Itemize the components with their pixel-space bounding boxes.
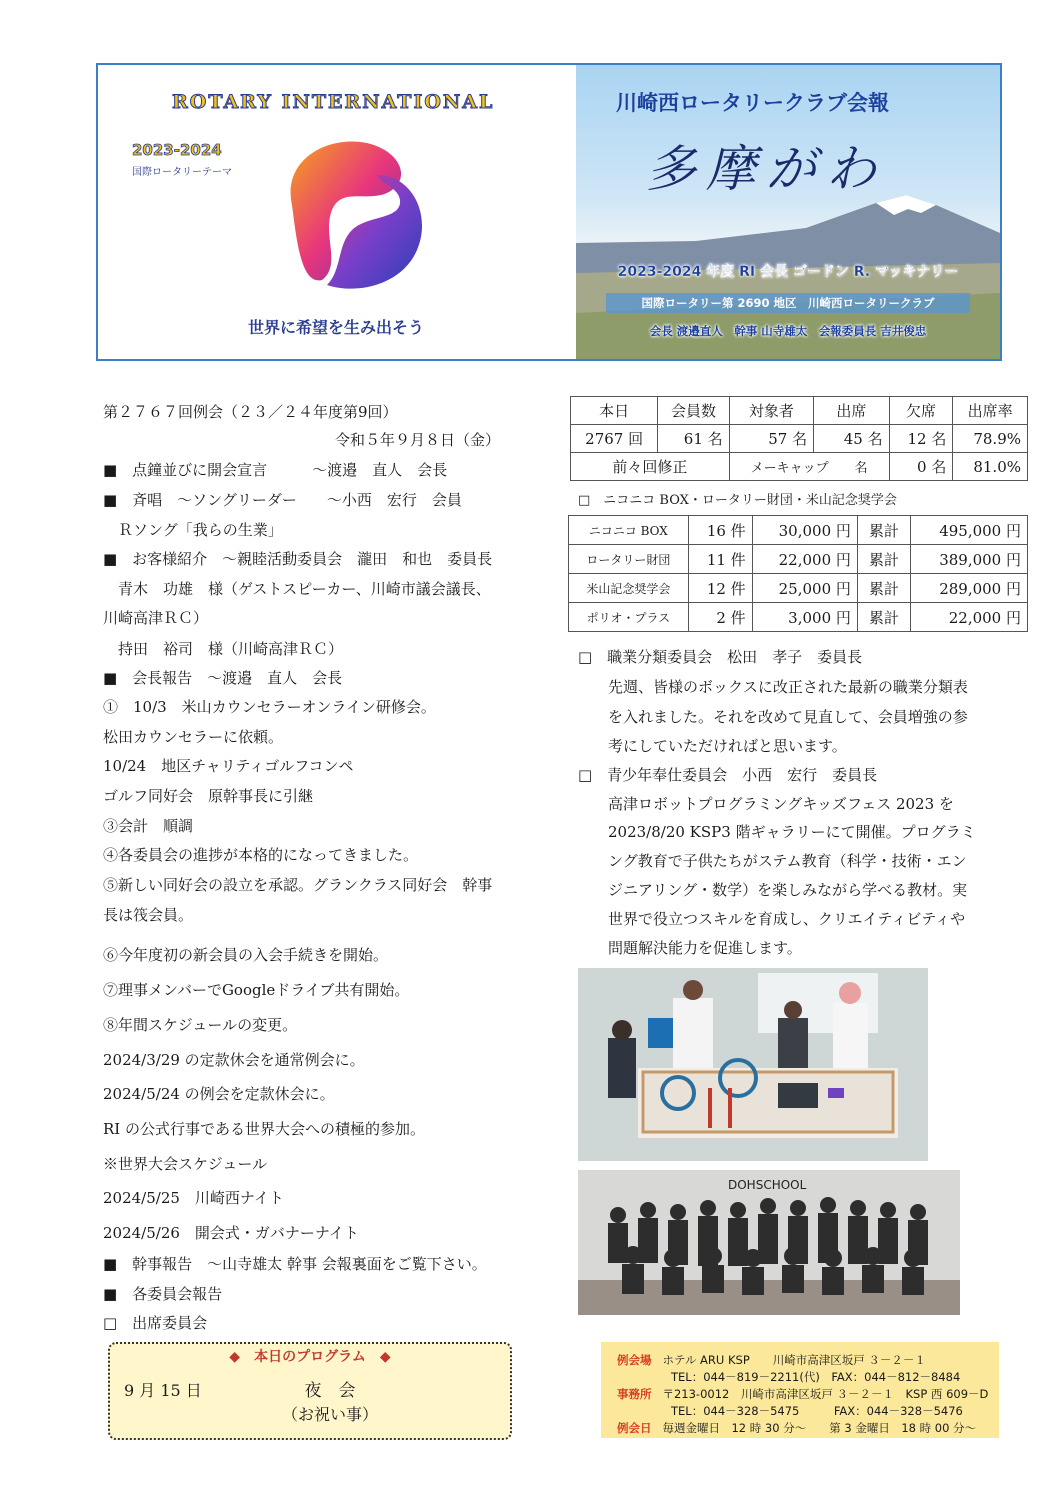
committee-text-line: ジニアリング・数学）を楽しみながら学べる教材。実: [608, 881, 968, 899]
table-cell: 45 名: [814, 425, 890, 453]
ri-year: 2023-2024: [132, 141, 222, 159]
table-cell: ポリオ・プラス: [569, 603, 689, 632]
table-cell: 25,000 円: [752, 574, 857, 603]
venue-label: 例会場: [617, 1353, 652, 1367]
report-line: ■ 会長報告 ～渡邉 直人 会長: [103, 669, 343, 687]
table-cell: 78.9%: [953, 425, 1028, 453]
table-cell: 57 名: [729, 425, 813, 453]
report-line: ④各委員会の進捗が本格的になってきました。: [103, 846, 419, 864]
donations-heading: □ ニコニコ BOX・ロータリー財団・米山記念奨学会: [578, 493, 897, 508]
report-line: 川崎高津ＲＣ）: [103, 609, 209, 627]
table-cell: 495,000 円: [910, 516, 1027, 545]
robot-event-photo: [578, 968, 928, 1161]
committee-heading: □ 青少年奉仕委員会 小西 宏行 委員長: [578, 766, 878, 784]
report-line: 松田カウンセラーに依頼。: [103, 728, 284, 746]
report-line: 2024/3/29 の定款休会を通常例会に。: [103, 1051, 365, 1069]
program-date: 9 月 15 日: [124, 1381, 202, 1400]
table-header: 会員数: [658, 397, 729, 425]
committee-text-line: 高津ロボットプログラミングキッズフェス 2023 を: [608, 795, 954, 813]
table-cell: 米山記念奨学会: [569, 574, 689, 603]
venue-tel: TEL：044－819－2211(代) FAX：044－812－8484: [671, 1370, 961, 1384]
venue-row: [617, 1352, 926, 1368]
committee-text-line: 考にしていただければと思います。: [608, 737, 847, 755]
robot-event-photo-icon: [578, 968, 928, 1161]
report-line: ⑦理事メンバーでGoogleドライブ共有開始。: [103, 981, 410, 999]
table-cell: 前々回修正: [571, 453, 730, 481]
committee-text-line: 世界で役立つスキルを育成し、クリエイティビティや: [608, 910, 966, 928]
report-line: ■ 斉唱 ～ソングリーダー ～小西 宏行 会員: [103, 491, 462, 509]
report-line: 長は筏会員。: [103, 906, 194, 924]
table-row: [569, 603, 1028, 632]
table-cell: 11 件: [688, 545, 752, 574]
club-banner: [576, 65, 1000, 359]
table-cell: 累計: [857, 574, 910, 603]
table-row: [569, 545, 1028, 574]
table-cell: 22,000 円: [910, 603, 1027, 632]
report-line: ⑧年間スケジュールの変更。: [103, 1016, 298, 1034]
ri-president-line: 2023-2024 年度 RI 会長 ゴードン R. マッキナリー: [617, 264, 959, 280]
table-row: [571, 425, 1028, 453]
office-row: [617, 1386, 988, 1402]
table-row: [569, 574, 1028, 603]
report-line: ① 10/3 米山カウンセラーオンライン研修会。: [103, 698, 436, 716]
newsletter-name: 多摩がわ: [646, 140, 886, 198]
meeting-row: [617, 1420, 976, 1436]
attendance-table: [570, 396, 1028, 481]
program-heading: ◆ 本日のプログラム ◆: [229, 1349, 391, 1365]
table-header: 出席: [814, 397, 890, 425]
table-cell: 61 名: [658, 425, 729, 453]
table-cell: 累計: [857, 516, 910, 545]
table-cell: 累計: [857, 603, 910, 632]
report-line: Ｒソング「我らの生業」: [103, 521, 283, 539]
committee-text-line: ング教育で子供たちがステム教育（科学・技術・エン: [608, 852, 967, 870]
ri-theme-panel: [98, 65, 576, 359]
committee-heading: □ 職業分類委員会 松田 孝子 委員長: [578, 648, 863, 666]
table-cell: メーキャップ 名: [729, 453, 889, 481]
committee-text-line: を入れました。それを改めて見直して、会員増強の参: [608, 708, 968, 726]
report-line: ■ 点鐘並びに開会宣言 ～渡邉 直人 会長: [103, 461, 448, 479]
table-cell: ロータリー財団: [569, 545, 689, 574]
table-cell: 289,000 円: [910, 574, 1027, 603]
table-cell: 81.0%: [953, 453, 1028, 481]
ri-theme-label: 国際ロータリーテーマ: [132, 167, 232, 178]
table-cell: 389,000 円: [910, 545, 1027, 574]
report-line: ⑤新しい同好会の設立を承認。グランクラス同好会 幹事: [103, 876, 493, 894]
report-line: 令和５年９月８日（金）: [335, 431, 501, 449]
report-line: ※世界大会スケジュール: [103, 1155, 268, 1173]
ri-motto: 世界に希望を生み出そう: [248, 318, 425, 337]
program-subtitle: （お祝い事）: [281, 1405, 378, 1424]
table-header: 本日: [571, 397, 658, 425]
report-line: ■ 幹事報告 ～山寺雄太 幹事 会報裏面をご覧下さい。: [103, 1255, 487, 1273]
table-header: 対象者: [729, 397, 813, 425]
report-line: ③会計 順調: [103, 817, 194, 835]
table-header: 出席率: [953, 397, 1028, 425]
ri-theme-logo-icon: [282, 135, 432, 295]
newsletter-header: [96, 63, 1002, 361]
table-row: [569, 516, 1028, 545]
table-cell: 2767 回: [571, 425, 658, 453]
committee-text-line: 2023/8/20 KSP3 階ギャラリーにて開催。プログラミ: [608, 823, 976, 841]
officers-line: 会長 渡邉直人 幹事 山寺雄太 会報委員長 吉井俊忠: [649, 324, 927, 338]
table-cell: 0 名: [889, 453, 953, 481]
meeting-schedule: 毎週金曜日 12 時 30 分～ 第 3 金曜日 18 時 00 分～: [662, 1421, 977, 1435]
report-line: 持田 裕司 様（川崎高津ＲＣ）: [103, 640, 344, 658]
club-info-footer: [601, 1342, 999, 1438]
venue-address: ホテル ARU KSP 川崎市高津区坂戸 ３－２－１: [662, 1353, 926, 1367]
report-line: ■ お客様紹介 ～親睦活動委員会 瀧田 和也 委員長: [103, 550, 493, 568]
office-address: 〒213-0012 川崎市高津区坂戸 ３－２－１ KSP 西 609－D: [662, 1387, 989, 1401]
office-tel: TEL：044－328－5475 FAX：044－328－5476: [671, 1404, 963, 1418]
program-title: 夜 会: [304, 1381, 356, 1401]
table-row: [571, 453, 1028, 481]
district-line: 国際ロータリー第 2690 地区 川崎西ロータリークラブ: [606, 293, 970, 313]
report-line: ⑥今年度初の新会員の入会手続きを開始。: [103, 946, 389, 964]
report-line: 2024/5/25 川崎西ナイト: [103, 1189, 284, 1207]
report-line: 2024/5/24 の例会を定款休会に。: [103, 1085, 335, 1103]
report-line: 青木 功雄 様（ゲストスピーカー、川崎市議会議長、: [103, 580, 491, 598]
table-cell: 22,000 円: [752, 545, 857, 574]
table-cell: 16 件: [688, 516, 752, 545]
attendance-header-row: [571, 397, 1028, 425]
office-label: 事務所: [617, 1387, 652, 1401]
table-cell: 12 名: [889, 425, 953, 453]
club-title: 川崎西ロータリークラブ会報: [616, 91, 889, 115]
report-line: RI の公式行事である世界大会への積極的参加。: [103, 1120, 425, 1138]
report-line: □ 出席委員会: [103, 1314, 208, 1332]
report-line: 10/24 地区チャリティゴルフコンペ: [103, 757, 354, 775]
table-header: 欠席: [889, 397, 953, 425]
table-cell: ニコニコ BOX: [569, 516, 689, 545]
table-cell: 30,000 円: [752, 516, 857, 545]
table-cell: 12 件: [688, 574, 752, 603]
group-photo: [578, 1170, 960, 1315]
table-cell: 累計: [857, 545, 910, 574]
committee-text-line: 先週、皆様のボックスに改正された最新の職業分類表: [608, 678, 968, 696]
table-cell: 2 件: [688, 603, 752, 632]
donations-table: [568, 515, 1028, 632]
report-line: ■ 各委員会報告: [103, 1285, 223, 1303]
committee-text-line: 問題解決能力を促進します。: [608, 939, 802, 957]
ri-title: ROTARY INTERNATIONAL: [172, 91, 495, 113]
table-cell: 3,000 円: [752, 603, 857, 632]
report-line: ゴルフ同好会 原幹事長に引継: [103, 787, 314, 805]
report-line: 第２７６７回例会（２３／２４年度第9回）: [103, 403, 398, 421]
todays-program-box: [108, 1342, 512, 1440]
report-line: 2024/5/26 開会式・ガバナーナイト: [103, 1224, 359, 1242]
dohschool-sign: DOHSCHOOL: [728, 1178, 807, 1192]
meeting-label: 例会日: [617, 1421, 652, 1435]
